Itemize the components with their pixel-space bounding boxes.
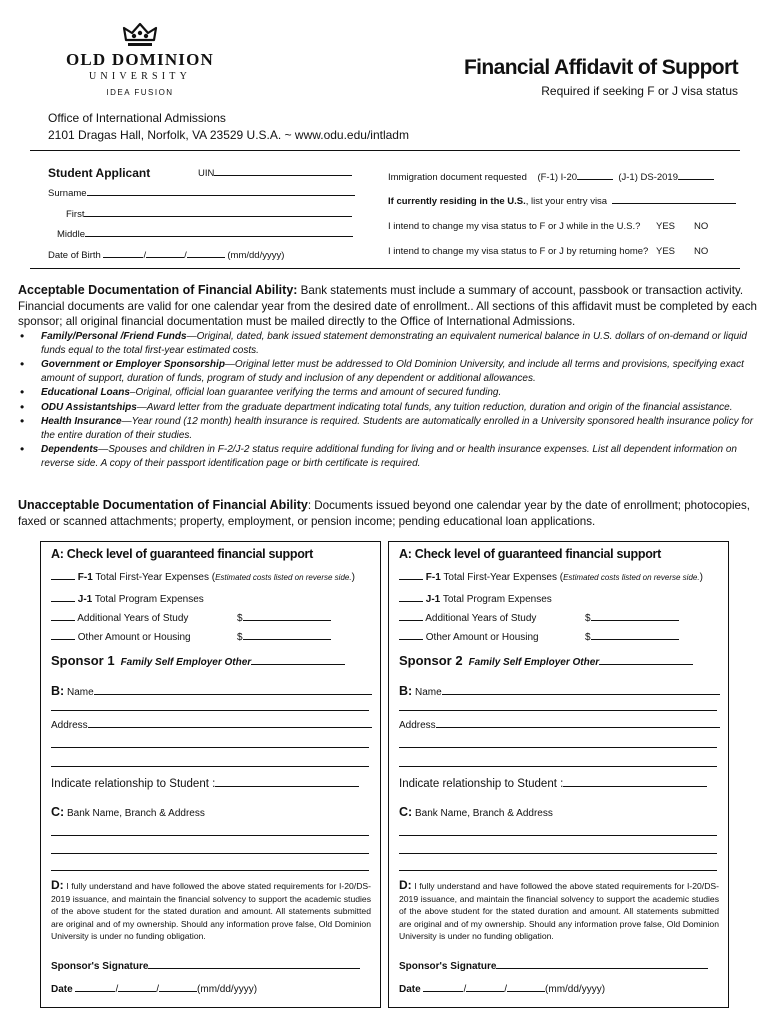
uin-line[interactable] — [214, 175, 352, 176]
crown-icon — [122, 22, 158, 48]
office-street: 2101 Dragas Hall, Norfolk, VA 23529 U.S.A. ~ www.odu.edu/intladm — [48, 128, 409, 142]
first-line[interactable] — [84, 216, 352, 217]
change-us-no[interactable]: NO — [694, 221, 709, 232]
name-line-2[interactable] — [51, 710, 369, 711]
dob-label: Date of Birth — [48, 250, 101, 261]
f1-expenses-option[interactable]: F-1 Total First-Year Expenses (Estimated costs listed on reverse side.) — [399, 572, 703, 583]
other-amount-value[interactable]: $ — [585, 632, 679, 643]
address-line-2[interactable] — [399, 747, 717, 748]
bank-line-2[interactable] — [51, 853, 369, 854]
sponsor-1-box — [40, 541, 381, 1008]
dob-field[interactable]: Date of Birth / / (mm/dd/yyyy) — [48, 250, 285, 261]
acceptable-documentation — [18, 283, 758, 471]
sponsor-date-field[interactable]: Date / / (mm/dd/yyyy) — [399, 984, 606, 995]
sponsor-type-options: Family Self Employer Other — [120, 657, 252, 668]
list-item: • ODU Assistantships—Award letter from the graduate department indicating total funds, any tuition reduction, duration and origin of the financial assistance. — [18, 401, 758, 414]
middle-name-field[interactable] — [57, 229, 353, 240]
residing-rest: , list your entry visa — [525, 196, 608, 207]
j1-expenses-option[interactable]: J-1 Total Program Expenses — [51, 594, 204, 605]
change-home-label: I intend to change my visa status to F or J by returning home? — [388, 246, 649, 257]
change-home-no[interactable]: NO — [694, 246, 709, 257]
form-subtitle: Required if seeking F or J visa status — [541, 84, 738, 98]
other-amount-option[interactable]: Other Amount or Housing — [51, 632, 191, 643]
bank-field: C: Bank Name, Branch & Address — [399, 805, 553, 819]
other-amount-value[interactable]: $ — [237, 632, 331, 643]
sponsor-type-field[interactable] — [399, 653, 693, 668]
f1-option: (F-1) I-20 — [537, 172, 578, 183]
sponsor-statement: D: I fully understand and have followed the above stated requirements for I-20/DS-2019 issuance, and maintain the financial solvency to support the academic studies of the above student for the stated duration and amount. All statements submitted are original and of my ownership. Should any information prove false, Old Dominion University is under no funding obligation. — [51, 878, 371, 941]
bank-field: C: Bank Name, Branch & Address — [51, 805, 205, 819]
additional-years-option[interactable]: Additional Years of Study — [399, 613, 536, 624]
relationship-field[interactable]: Indicate relationship to Student : — [399, 778, 707, 790]
acceptable-intro — [18, 283, 758, 330]
sponsor-date-field[interactable]: Date / / (mm/dd/yyyy) — [51, 984, 258, 995]
divider — [30, 150, 740, 151]
signature-field[interactable]: Sponsor's Signature — [399, 961, 708, 972]
acceptable-text: Bank statements must include a summary of account, passbook or transaction activity. Financial documents are valid for one calendar year from the desired date of enrollment.. All sections of this affidavit must be completed by each sponsor; all original financial documentation must be mailed directly to the Office of International Admissions. — [18, 284, 757, 329]
change-us-yes[interactable]: YES — [656, 221, 676, 232]
unacceptable-heading: Unacceptable Documentation of Financial Ability — [18, 498, 308, 512]
office-address — [48, 110, 409, 144]
bank-line-3[interactable] — [51, 870, 369, 871]
logo-tagline: IDEA FUSION — [106, 88, 174, 97]
student-applicant-heading: Student Applicant — [48, 166, 151, 180]
support-level-title: A: Check level of guaranteed financial support — [399, 547, 661, 561]
acceptable-heading: Acceptable Documentation of Financial Ability: — [18, 283, 298, 297]
logo-university: UNIVERSITY — [89, 71, 191, 82]
sponsor-2-box — [388, 541, 729, 1008]
logo-name: OLD DOMINION — [65, 50, 215, 69]
uin-field[interactable] — [198, 168, 352, 179]
list-item: • Educational Loans–Original, official loan guarantee verifying the terms and amount of secured funding. — [18, 386, 758, 399]
change-us-label: I intend to change my visa status to F or J while in the U.S.? — [388, 221, 641, 232]
j1-expenses-option[interactable]: J-1 Total Program Expenses — [399, 594, 552, 605]
change-status-us-question — [388, 221, 640, 232]
surname-label: Surname — [48, 188, 87, 199]
sponsor-type-field[interactable] — [51, 653, 345, 668]
middle-label: Middle — [57, 229, 85, 240]
bank-line-1[interactable] — [399, 835, 717, 836]
sponsor-name-field[interactable]: B: Name — [399, 684, 720, 698]
signature-field[interactable]: Sponsor's Signature — [51, 961, 360, 972]
f1-check-line[interactable] — [577, 179, 613, 180]
change-home-yes[interactable]: YES — [656, 246, 676, 257]
first-name-field[interactable] — [66, 209, 352, 220]
entry-visa-field[interactable] — [388, 196, 736, 207]
f1-expenses-option[interactable]: F-1 Total First-Year Expenses (Estimated costs listed on reverse side.) — [51, 572, 355, 583]
sponsor-type-options: Family Self Employer Other — [468, 657, 600, 668]
first-label: First — [66, 209, 85, 220]
relationship-field[interactable]: Indicate relationship to Student : — [51, 778, 359, 790]
surname-line[interactable] — [87, 195, 355, 196]
divider — [30, 268, 740, 269]
list-item: • Government or Employer Sponsorship—Original letter must be addressed to Old Dominion University, and include all terms and provisions, specifying exact amount of support, duration of funds, program of study and inclusion of any dependent or additional allowances. — [18, 358, 758, 385]
sponsor-heading: Sponsor 1 — [51, 653, 115, 668]
immigration-label: Immigration document requested — [388, 172, 527, 183]
uin-label: UIN — [198, 168, 215, 179]
additional-years-amount[interactable]: $ — [585, 613, 679, 624]
sponsor-name-field[interactable]: B: Name — [51, 684, 372, 698]
entry-visa-line[interactable] — [612, 203, 736, 204]
j1-option: (J-1) DS-2019 — [618, 172, 678, 183]
name-line-2[interactable] — [399, 710, 717, 711]
bank-line-3[interactable] — [399, 870, 717, 871]
sponsor-address-field[interactable]: Address — [399, 720, 720, 731]
address-line-2[interactable] — [51, 747, 369, 748]
list-item: • Family/Personal /Friend Funds—Original, dated, bank issued statement demonstrating an equivalent numerical balance in U.S. dollars of on-demand or liquid funds equal to the total first-year estimated costs. — [18, 330, 758, 357]
unacceptable-documentation — [18, 498, 758, 529]
j1-check-line[interactable] — [678, 179, 714, 180]
additional-years-option[interactable]: Additional Years of Study — [51, 613, 188, 624]
list-item: • Dependents—Spouses and children in F-2/J-2 status require additional funding for living and or health insurance expenses. List all dependent information on reverse side. A copy of their passport identification page or birth certificate is required. — [18, 443, 758, 470]
middle-line[interactable] — [85, 236, 353, 237]
sponsor-heading: Sponsor 2 — [399, 653, 463, 668]
residing-label: If currently residing in the U.S. — [388, 196, 526, 207]
office-name: Office of International Admissions — [48, 111, 226, 125]
list-item: • Health Insurance—Year round (12 month) health insurance is required. Students are automatically enrolled in a University sponsored health insurance policy for the entire duration of their studies. — [18, 415, 758, 442]
university-logo — [60, 22, 220, 97]
surname-field[interactable] — [48, 188, 355, 199]
other-amount-option[interactable]: Other Amount or Housing — [399, 632, 539, 643]
additional-years-amount[interactable]: $ — [237, 613, 331, 624]
acceptable-list — [18, 330, 758, 470]
sponsor-statement: D: I fully understand and have followed the above stated requirements for I-20/DS-2019 issuance, and maintain the financial solvency to support the academic studies of the above student for the stated duration and amount. All statements submitted are original and of my ownership. Should any information prove false, Old Dominion University is under no funding obligation. — [399, 878, 719, 941]
address-line-3[interactable] — [51, 766, 369, 767]
unacceptable-text: : Documents issued beyond one calendar year by the date of enrollment; photocopies, faxed or scanned attachments; property, employment, or pension income; pending educational loan applications. — [18, 499, 750, 528]
change-status-home-question — [388, 246, 648, 257]
support-level-title: A: Check level of guaranteed financial support — [51, 547, 313, 561]
bank-line-2[interactable] — [399, 853, 717, 854]
dob-format: (mm/dd/yyyy) — [227, 250, 285, 261]
immigration-doc-field[interactable] — [388, 172, 714, 183]
bank-line-1[interactable] — [51, 835, 369, 836]
form-title: Financial Affidavit of Support — [463, 56, 738, 79]
sponsor-address-field[interactable]: Address — [51, 720, 372, 731]
address-line-3[interactable] — [399, 766, 717, 767]
